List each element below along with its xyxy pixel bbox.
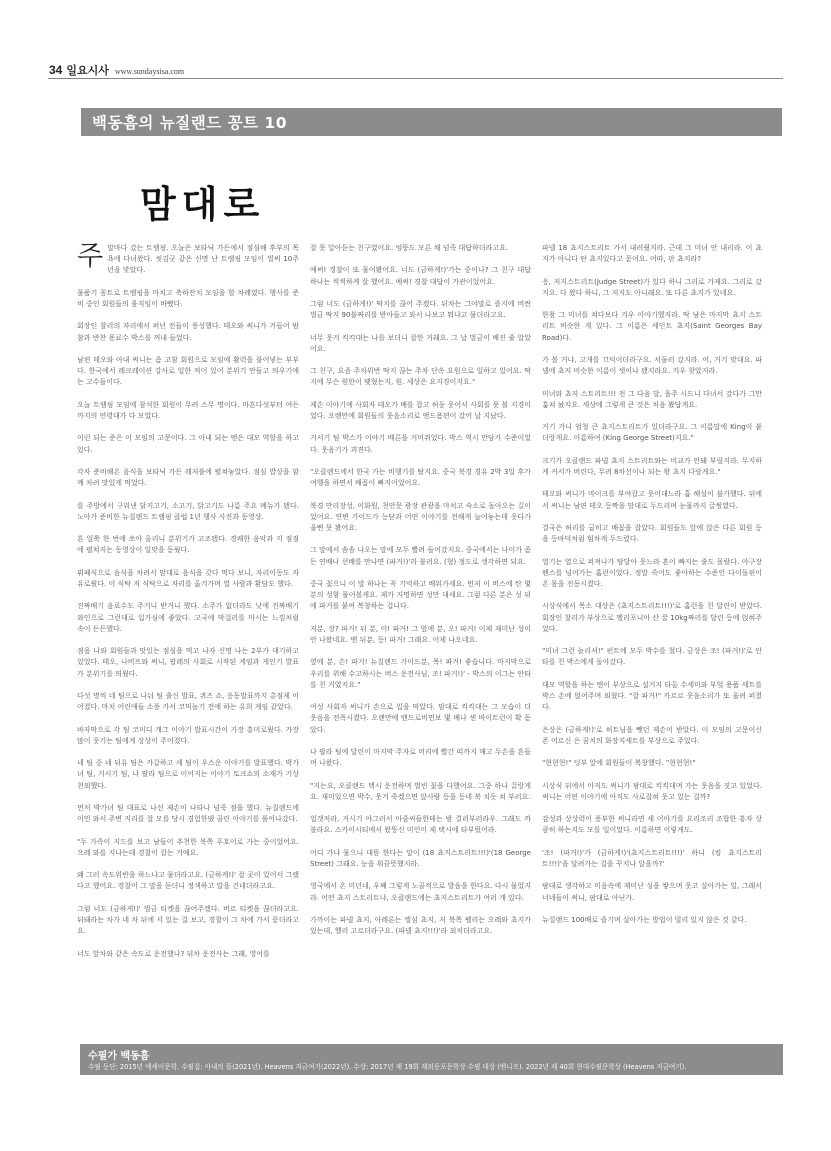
paragraph-text: 물품기 꼼트로 트램핑을 마치고 축하잔치 모임을 할 차례였다. 행사를 준비 중인 회원들의 움직임이 바빴다. [77,288,299,308]
article-paragraph: 뉴질랜드 100배로 즐기며 살아가는 방법이 멀리 있지 않은 것 같다. [542,915,747,924]
article-paragraph: 거기 가니 엄청 큰 쵸지스트리트가 있더라구요. 그 이름말에 King이 붙더랑게요. 이름하여 (King George Street)지요." [542,423,762,443]
paragraph-text: 말마다 갔는 트램핑. 오늘은 보타닉 가든에서 점심해 후부의 목욕에 다녀왔다. 씻김굿 같은 신명 난 트램핑 모임이 벌써 10주년을 맞았다. [107,244,299,275]
article-paragraph [77,433,299,455]
article-paragraph [77,904,299,938]
article-paragraph [77,355,299,389]
header-divider [48,78,783,79]
author-name: 수필가 백동흠 [88,1051,150,1062]
article-paragraph: 어디 가냐 물으니 대뜸 한다는 말이 (18 쵸지스트리트!!!)'(18 George Street) 그래요. 눈을 휘끔뜻했지라. [310,848,531,868]
article-paragraph: 잘 못 알아듣는 친구였어요. 엉뚱도 모른 채 넘죽 대답하더라고요. [310,244,509,252]
article-paragraph: 옆에 분, 손! 파거! 뉴질랜드 가이드분, 목! 파거! 좋습니다. 마지막으로 우리를 위해 수고하시는 버스 운전사님, 조! 파거!)' - 박스의 이그는 안타를 친 거였지요." [310,658,531,689]
article-paragraph: 가까이는 파넬 쵸지, 아레론는 엘섬 쵸지, 저 북쪽 펠리는 오레와 쵸지가 있는데, 헬리 고르더라구요. (파넬 쵸지!!!)'라 외치더라고요. [310,915,531,936]
paragraph-text: 남편 테오와 아내 써니는 좀 고참 회원으로 모임에 활력을 불어넣는 부부다. 한국에서 레크레이션 강사로 일한 적이 있어 분위기 만들고 띄우기에는 고수들이다. [77,355,299,387]
drop-cap: 주 [77,241,104,272]
article-column-2 [310,243,531,948]
article-paragraph: 제손 이야기에 사회자 테오가 배를 잡고 허둥 웃어서 사회를 못 볼 지경이었다. 오랜만에 회원들의 웃음소리로 앤드폼편이 갔어 날 지났다. [310,400,531,420]
article-paragraph [77,870,299,892]
page-number: 34 [49,63,63,77]
article-paragraph: 영국에서 온 미년네, 우째 그렇게 노골적으로 발음을 한다요. 다시 물었지라. 어떤 쵸지 스트리트냐, 오클랜드에는 쵸지스트리트가 여러 개 있다. [310,882,531,902]
article-paragraph: 크기가 오클랜드 파넬 쵸지 스트리트와는 비교가 안돼 부릴지라. 무지하게 커서가 버린다, 무려 8차선이나 되는 왕 쵸지 다랑게요." [542,456,762,476]
paragraph-text: 먼저 박가녀 팀 대표로 나선 제손이 나타나 넘죽 점을 했다. 뉴질랜드에 이민 와서 주변 지리를 잘 모를 당시 경험한댔 골린 이야기를 풀어나갔다. [77,803,299,824]
article-paragraph: 팜대로 생각하고 미음속에 재미난 싱을 쌓으며 웃고 살아가는 일, 그래서 너네들이 써니, 팜대로 아닌가. [542,882,762,902]
article-paragraph: 시상식에서 목소 대상은 (쵸지스트리트!!!)'로 홈런을 친 달린이 받았다. 회장인 찰리가 부상으로 멜리포니아 산 꿀 10kg짜리를 달린 등에 얹혀주었다. [542,602,763,633]
article-paragraph: 시상식 뒤에서 아직도 써니가 팜대로 킥킥대며 가는 웃음을 짓고 있었다. 써니는 어떤 이야기에 아직도 사로잡혀 웃고 있는 걸까? [542,781,762,801]
article-paragraph: 테오와 써니가 마이크를 부여잡고 웃어대느라 흡 해설이 불가했다. 뒤에서 써니는 남편 테오 등짝을 맘대로 두드리며 눈물까지 글썽였다. [542,490,762,510]
paragraph-text: 각자 준비해온 음식을 보타닉 가든 레저풀에 펼쳐놓았다. 점심 밥상을 함께 차려 맛있게 먹었다. [77,467,299,488]
article-paragraph [77,803,299,825]
publication-name: 일요시사 [66,64,109,77]
paragraph-text: 점을 나와 회원들과 맛있는 점심을 먹고 나자 신명 나는 2부가 대기하고 있었다. 테오, 나비프와 써니, 팝레의 사회로 시작된 게임과 게인기 발표가 분위기를 띄웠다. [77,647,299,678]
article-paragraph [77,601,299,635]
paragraph-text: 다섯 명씩 네 팀으로 나눠 팀 출신 발표, 퀴즈 쇼, 응동발표까지 총점제 이어졌다. 마치 어린애들 소풍 가서 코믹놀기 전에 하는 유희 게임 같았다. [77,691,299,712]
article-paragraph: 그럼 너도 (금하게!)' 딱지를 끊어 주겠다. 뒤차는 그야말로 졸지에 비싼 벌금 딱지 90불짜리를 받아들고 와서 나보고 뭐냐고 물더라고요. [310,299,531,320]
article-paragraph: "지는요, 오클랜드 택시 운전하며 벌빈 꽃을 다했어요. 그중 하나 끌랑게요. 재미있으면 박수, 웃겨 죽겠으면 앞사람 등을 등네 북 치듯 쳐 부러요. [310,781,531,801]
article-paragraph [77,534,299,556]
article-paragraph: 그 친구, 요즘 주차위반 딱지 끊는 주차 단속 요원으로 일하고 있어요. 딱지에 무슨 원한이 맺혔는지, 원. 세상은 요지경이지요." [310,367,531,387]
article-paragraph: 은상은 (금하게!)'로 허트님을 뺏던 제손이 받았다. 이 모임의 고문이신 존 어르신 은 꿈치의 화장지세트를 부상으로 주었다. [542,725,762,745]
article-paragraph [77,288,299,310]
paragraph-text: 오늘 트램핑 모임에 참석한 회원이 무려 스무 명이다. 마흔다섯부터 여든까지의 연령대가 다 모였다. [77,400,299,420]
article-paragraph: 열기는 열으로 퍼져나가 탐달아 웃느라 혼이 빠지는 줄도 몰랐다. 야구장 펜스를 넘어가는 홈런이었다. 정말 죽어도 좋아하는 수준인 다이돌핀이 온 몸을 진동시켰다. [542,557,762,588]
article-paragraph: 응, 저지스트리트(Judge Street)가 있다 하니 그리로 가재요. 그리로 갔지요. 다 왔다 하니, 그 저지도 아니래요. 또 다른 쵸지가 있네요. [542,277,762,297]
paragraph-text: 이런 되는 준은 이 모임의 고문이다. 그 아내 되는 앤은 대모 역할을 하고 있다. [77,434,299,454]
article-paragraph [77,949,299,960]
article-paragraph: 저분, 장? 파거! 뒤 분, 이! 파거! 그 옆에 분, 오! 파거! 이제 재미난 성이 안 나왔네요. 맨 뒤분, 등! 파거! 그래요. 이제 나오네요. [310,624,531,644]
section-title: 백동흠의 뉴질랜드 꽁트 10 [92,114,287,132]
page-header [49,62,184,76]
author-footer [80,1044,783,1075]
paragraph-text: 를 주방에서 구워낸 닭지고기, 소고기, 닭고기도 나름 주요 메뉴가 됐다. 노아가 준비한 뉴질랜드 트램핑 클럽 1년 행사 사진과 동영상. [77,501,299,521]
article-paragraph: 북경 만리장성, 이화원, 천안문 광장 관광을 마치고 숙소로 돌아오는 길이었어요. 연변 가이드가 능닫과 어떤 이야기를 전해게 늘어놓는데 웃다가 울뻔 못 봤어요. [310,501,531,532]
article-paragraph [77,467,299,489]
article-paragraph [77,321,299,343]
article-paragraph: 얼갯저라, 거시기 야그러서 아줌씨들한테는 밤 결러부러라우. 그래도 까불라요. 스카이시티에서 왔뚱신 미인이 제 택시에 타부렀어라. [310,815,531,835]
article-paragraph: 예써! 경찰이 또 물어봤어요. 너도 (금하게!)'가는 중이나? 그 친구 대답 하나는 씩씩하게 잘 했어요. 예써! 경찰 대답이 가관이었어요. [310,266,531,286]
article-paragraph: '조! (파거!)'가 (금하게!)'(쵸지스트리트!!!)' 하니 (킹 쵸지스트리트!!!)'을 달려가는 걸을 꾸지나 알을까?' [542,848,762,868]
article-paragraph: 파넬 18 쵸지스트리트 가서 내려줬지라. 근데 그 미녀 안 내리라. 이 쵸지가 아니다 딴 쵸지있다고 묻어요. 어따, 판 쵸지라? [542,244,762,264]
paragraph-text: 흔 얼쭉 한 번에 쏘아 올리니 분위기가 고조됐다. 경쾌한 음악과 지 점점에 펼쳐지는 동영상이 일맞을 돋웠다. [77,535,299,555]
article-paragraph: 그 말에서 솜솜 나오는 말에 모두 빨려 들어갔지요. 중국에서는 나이가 좀 든 연배나 선배를 만나면 (파거!)'라 불러요. (형) 정도로 생각하면 되요. [310,546,531,566]
article-paragraph [77,837,299,859]
article-paragraph: "오클랜드에서 한국 가는 비행기를 탔지요. 중국 북경 경유 2박 3일 후가 여행을 하면서 배꼽이 빠지어었어요. [310,467,531,488]
article-paragraph: 미녀와 쵸지 스트리트!!! 전 그 다음 달, 을주 시드니 다녀서 갔다가 그만 훔쳐 놨지요. 세상에 그렇게 큰 것은 처음 봤답게요. [542,389,762,409]
paragraph-text: 회장인 찰리의 자리에서 퍼넌 전들이 풍성했다. 테오와 써니가 거들어 밤참과 반찬 용료수 박스를 꺼내 들었다. [77,322,299,342]
paragraph-text: 그럼 너도 (금하게!)' 벌금 티켓을 끊어주겠다. 버르 티켓을 끊더라고요. 뒤돼라는 차가 네 차 뒤에 서 있는 걸 보고, 경찰이 그 차에 가서 묻더라고요. [77,904,299,936]
paragraph-text: 왜 그러 속도위반을 하느냐고 물더라고요. (금하게!)' 잘 곳이 있어서 그랬다고 했어요. 경찰이 그 말을 듣더니 정색하고 말을 건네더라고요. [77,871,299,891]
article-paragraph: 거서기 팀 박스가 이야기 배른을 거머쥐었다. 박스 역시 만담가 수준이었다. 웃음기가 괴젼다. [310,434,531,454]
paragraph-text: 뷔페식으로 음식을 차려서 맘대로 음식을 갖다 먹다 보니, 자리이동도 자유로웠다. 이 식탁 저 식탁으로 자리를 옮겨가며 열 사람과 환담도 했다. [77,568,299,588]
article-column-1 [77,243,299,971]
author-bio: 수필 등단: 2015년 에세이문학. 수필집: 아내의 뜰(2021년). Heavens 지금여기(2022년). 수상: 2017년 제 19회 재외동포문학상 수필 대상 (밴니프). 2022년 제 40회 현대수필문학상 (Heavens 지금여기). [88,1063,687,1071]
article-paragraph: "현현현!" 덩부 앞에 회원들이 복창했다. "현현현!" [542,759,696,768]
section-banner [81,108,782,136]
article-paragraph: 중국 꽃으니 이 말 하나는 꼭 기억하고 배워가세요. 먼저 이 버스에 탄 몇 분의 성함 물어볼게요. 제가 지명하면 성만 대세요. 그럼 다른 분은 성 뒤에 파거를 붙여 복창하는 겁니다. [310,579,531,611]
article-paragraph [77,400,299,422]
article-title: 맘대로 [140,182,266,226]
paragraph-text: 네 팀 중 네 뒤유 팀은 가갈하고 세 팀이 우스운 이야기를 발표했다. 박가녀 팀, 거서기 팀, 나 팔라 팀으로 이어지는 이야기 토크쇼의 소재가 기상천외했다. [77,759,299,790]
paragraph-text: 진짜배기 음료수도 주거니 받거니 했다. 소주가 없더라도 낮에 진짜배기 와인으로 그런대로 입가심에 좋았다. 고국에 막걸리를 마시는 느낌처럼 속이 든든했다. [77,602,299,633]
article-paragraph: 나 팔라 팀에 달린이 마지막 주자로 머리에 빨간 띠까지 매고 두손을 흔들며 나왔다. [310,747,531,768]
publication-url[interactable]: www.sundaysisa.com [114,67,185,76]
article-paragraph: "미녀 그런 놀리셔!" 펀트에 모두 박수를 쳤다. 금상은 조! (파거!)'로 안타를 친 박스에게 돌아갔다. [542,647,762,667]
paragraph-text: 너도 앞차와 같은 속도로 운전했나? 뒤차 운전사는 그래, 영어를 [77,949,270,958]
article-paragraph [77,691,299,713]
article-paragraph [77,501,299,523]
article-paragraph [77,243,299,277]
article-paragraph [77,725,299,747]
article-paragraph [77,646,299,680]
article-column-3 [542,243,762,937]
paragraph-text: 바자막으로 각 팀 코미디 개그 이야기 발표시간이 가장 흥미로웠다. 가장 많이 웃기는 팀에게 상상이 주어졌다. [77,725,299,745]
article-paragraph: 너무 웃겨 킥킥대는 나를 보더니 잘한 거래요. 그 날 벌금이 배진 줄 알았어요. [310,333,531,353]
article-paragraph: 대모 역할을 하는 앤이 부상으로 설거지 타올 수세미와 부엌 용품 세트를 박스 손에 얹어주며 외쳤다. "잘 파거!" 카르르 웃음소리가 또 울려 퍼졌다. [542,680,762,712]
article-paragraph: 감성과 상상력이 풍부한 써니라면 세 이야기를 요리조리 조합한 흥자 상큼히 하는지도 모를 일이었다. 이름하면 이렇게도. [542,815,762,835]
article-paragraph: 가 볼 거냐, 고개를 끄덕이더라구요. 서둘러 갔지라. 어, 거기 맞대요. 파넬에 쵸지 비슷한 이름이 셋이나 됐지라요. 겨우 찾았지라. [542,355,762,376]
paragraph-text: "두 가족이 지드를 보고 남들이 추천한 북쪽 푸호이로 가는 중이었어요. 으레 와를 지나는데 경찰이 잡는 거예요. [77,837,299,857]
article-paragraph: 한참 그 미녀를 쳐다보다 겨우 이야기했지라. 딱 남은 마지막 쵸지 스트리트 비슷한 게 있다. 그 이름은 세인트 쵸지(Saint Georges Bay Road)다. [542,311,762,342]
article-paragraph [77,568,299,590]
article-paragraph: 여성 사회자 써니가 손으로 입을 막았다. 맘대로 킥킥대는 그 모습이 더 웃음을 전폭시켰다. 오랜만에 맨드로비먼보 몇 배나 센 바이트런이 확 돋았다. [310,703,531,734]
article-paragraph [77,758,299,792]
article-paragraph: 결국은 허리를 굽히고 배꼽을 잡았다. 회원들도 앞에 앉은 다른 회원 등을 등바덕처럼 힘차게 두드렸다. [542,523,762,544]
